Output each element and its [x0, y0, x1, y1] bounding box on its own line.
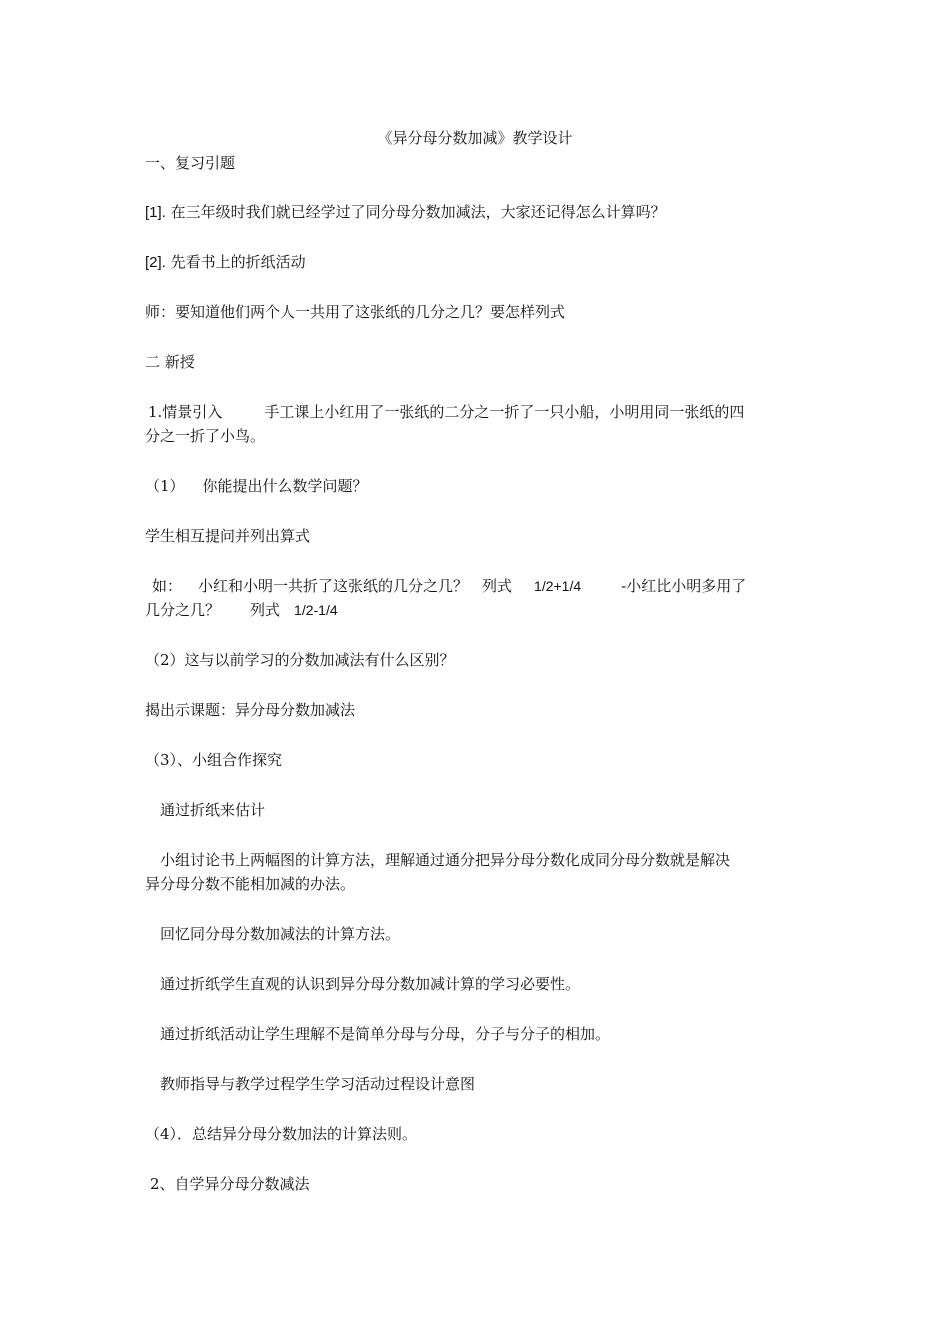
paragraph-recall: 回忆同分母分数加减法的计算方法。 [160, 925, 401, 943]
question-text: 你能提出什么数学问题？ [202, 477, 368, 495]
example-line-1 [152, 574, 817, 598]
question-number: （1） [145, 477, 185, 495]
paragraph-estimate: 通过折纸来估计 [160, 801, 266, 819]
item-number: [1]. [145, 204, 166, 221]
paragraph-item-1 [145, 200, 810, 225]
section-subheading-subtraction: 2、自学异分母分数减法 [150, 1175, 310, 1193]
formula-sum: 1/2+1/4 [534, 578, 582, 594]
example-question-2-end: 几分之几？ [145, 601, 221, 619]
item-text: 在三年级时我们就已经学过了同分母分数加减法，大家还记得怎么计算吗？ [170, 203, 666, 221]
formula-label: 列式 [482, 577, 513, 595]
paragraph-item-2 [145, 250, 810, 275]
item-number: [2]. [145, 254, 166, 271]
scenario-intro-line-1 [148, 400, 813, 424]
document-title: 《异分母分数加减》教学设计 [377, 129, 573, 147]
paragraph-discuss-line-1: 小组讨论书上两幅图的计算方法，理解通过通分把异分母分数化成同分母分数就是解决 [160, 851, 731, 869]
example-question-2: -小红比小明多用了 [621, 577, 747, 595]
students-line: 学生相互提问并列出算式 [145, 527, 311, 545]
paragraph-necessity: 通过折纸学生直观的认识到异分母分数加减计算的学习必要性。 [160, 975, 581, 993]
example-label: 如： [152, 577, 183, 595]
question-3: （3）、小组合作探究 [145, 751, 283, 769]
item-text: 先看书上的折纸活动 [170, 253, 306, 271]
formula-difference: 1/2-1/4 [294, 602, 338, 618]
example-question: 小红和小明一共折了这张纸的几分之几？ [198, 577, 469, 595]
teacher-question: 师：要知道他们两个人一共用了这张纸的几分之几？要怎样列式 [145, 303, 566, 321]
formula-label: 列式 [250, 601, 281, 619]
scenario-label: 1.情景引入 [148, 403, 223, 421]
scenario-text: 手工课上小红用了一张纸的二分之一折了一只小船，小明用同一张纸的四 [264, 403, 745, 421]
paragraph-design: 教师指导与教学过程学生学习活动过程设计意图 [160, 1075, 476, 1093]
question-2: （2）这与以前学习的分数加减法有什么区别？ [145, 651, 455, 669]
scenario-intro-line-2: 分之一折了小鸟。 [145, 427, 266, 445]
lesson-topic: 揭出示课题：异分母分数加减法 [145, 701, 356, 719]
section-heading-review: 一、复习引题 [145, 154, 236, 172]
question-4: （4）．总结异分母分数加法的计算法则。 [145, 1125, 418, 1143]
section-heading-new-lesson: 二 新授 [145, 353, 195, 371]
paragraph-understand: 通过折纸活动让学生理解不是简单分母与分母，分子与分子的相加。 [160, 1025, 611, 1043]
question-1 [145, 474, 810, 498]
example-line-2 [145, 598, 810, 622]
paragraph-discuss-line-2: 异分母分数不能相加减的办法。 [145, 875, 356, 893]
